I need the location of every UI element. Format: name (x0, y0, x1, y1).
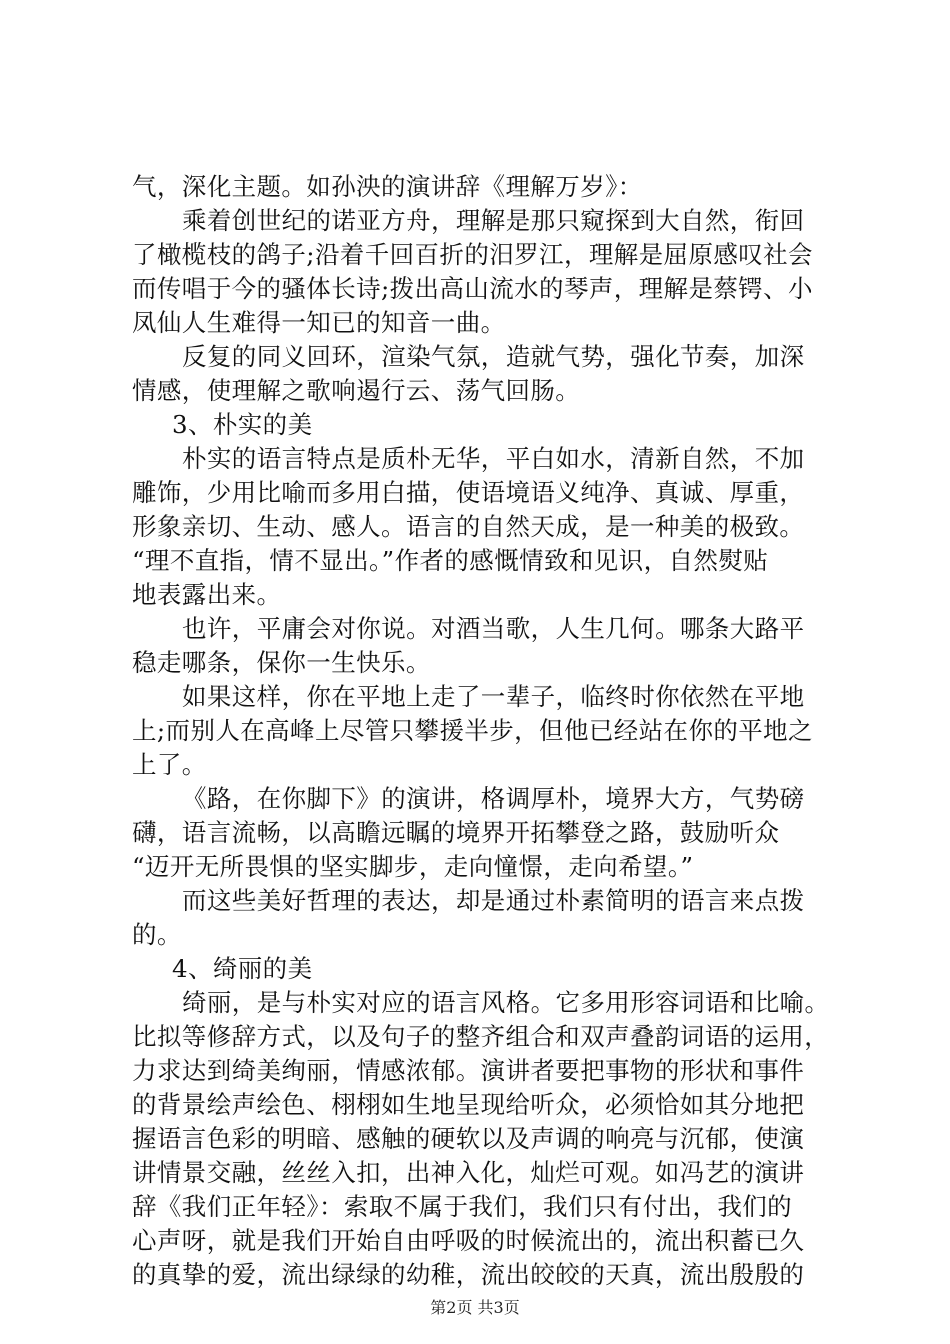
text-line: “迈开无所畏惧的坚实脚步，走向憧憬，走向希望。” (132, 852, 694, 881)
text-line: 朴实的语言特点是质朴无华，平白如水，清新自然，不加 (182, 444, 805, 473)
body-text (132, 170, 832, 1292)
section-heading: 3、朴实的美 (172, 410, 313, 439)
text-line: 礴，语言流畅，以高瞻远瞩的境界开拓攀登之路，鼓励听众 (132, 818, 780, 847)
text-line: 心声呀，就是我们开始自由呼吸的时候流出的，流出积蓄已久 (132, 1226, 805, 1255)
text-line: 上了。 (132, 750, 207, 779)
text-line: 的真挚的爱，流出绿绿的幼稚，流出皎皎的天真，流出殷殷的 (132, 1260, 805, 1289)
text-line: 乘着创世纪的诺亚方舟，理解是那只窥探到大自然，衔回 (182, 206, 805, 235)
text-line: 气，深化主题。如孙泱的演讲辞《理解万岁》： (132, 172, 643, 201)
text-line: 的背景绘声绘色、栩栩如生地呈现给听众，必须恰如其分地把 (132, 1090, 805, 1119)
text-line: 地表露出来。 (132, 580, 282, 609)
text-line: 形象亲切、生动、感人。语言的自然天成，是一种美的极致。 (132, 512, 805, 541)
text-line: 握语言色彩的明暗、感触的硬软以及声调的响亮与沉郁，使演 (132, 1124, 805, 1153)
text-line: 雕饰，少用比喻而多用白描，使语境语义纯净、真诚、厚重， (132, 478, 805, 507)
text-line: 反复的同义回环，渲染气氛，造就气势，强化节奏，加深 (182, 342, 805, 371)
text-line: 绮丽，是与朴实对应的语言风格。它多用形容词语和比喻。 (182, 988, 830, 1017)
page-footer: 第2页 共3页 (430, 1298, 520, 1317)
text-line: 情感，使理解之歌响遏行云、荡气回肠。 (132, 376, 581, 405)
text-line: 而这些美好哲理的表达，却是通过朴素简明的语言来点拨 (182, 886, 805, 915)
text-line: 讲情景交融，丝丝入扣，出神入化，灿烂可观。如冯艺的演讲 (132, 1158, 805, 1187)
text-line: 而传唱于今的骚体长诗;拨出高山流水的琴声，理解是蔡锷、小 (132, 274, 813, 303)
text-line: 也许，平庸会对你说。对酒当歌，人生几何。哪条大路平 (182, 614, 805, 643)
text-line: 力求达到绮美绚丽，情感浓郁。演讲者要把事物的形状和事件 (132, 1056, 805, 1085)
text-line: 的。 (132, 920, 182, 949)
text-line: 如果这样，你在平地上走了一辈子，临终时你依然在平地 (182, 682, 805, 711)
text-line: 比拟等修辞方式，以及句子的整齐组合和双声叠韵词语的运用， (132, 1022, 830, 1051)
text-line: 辞《我们正年轻》：索取不属于我们，我们只有付出，我们的 (132, 1192, 793, 1221)
text-line: 了橄榄枝的鸽子;沿着千回百折的汨罗江，理解是屈原感叹社会 (132, 240, 813, 269)
text-line: 凤仙人生难得一知已的知音一曲。 (132, 308, 506, 337)
text-line: “理不直指，情不显出。”作者的感慨情致和见识，自然熨贴 (132, 546, 769, 575)
text-line: 稳走哪条，保你一生快乐。 (132, 648, 431, 677)
section-heading: 4、绮丽的美 (172, 954, 313, 983)
text-line: 上;而别人在高峰上尽管只攀援半步，但他已经站在你的平地之 (132, 716, 813, 745)
text-line: 《路，在你脚下》的演讲，格调厚朴，境界大方，气势磅 (182, 784, 805, 813)
